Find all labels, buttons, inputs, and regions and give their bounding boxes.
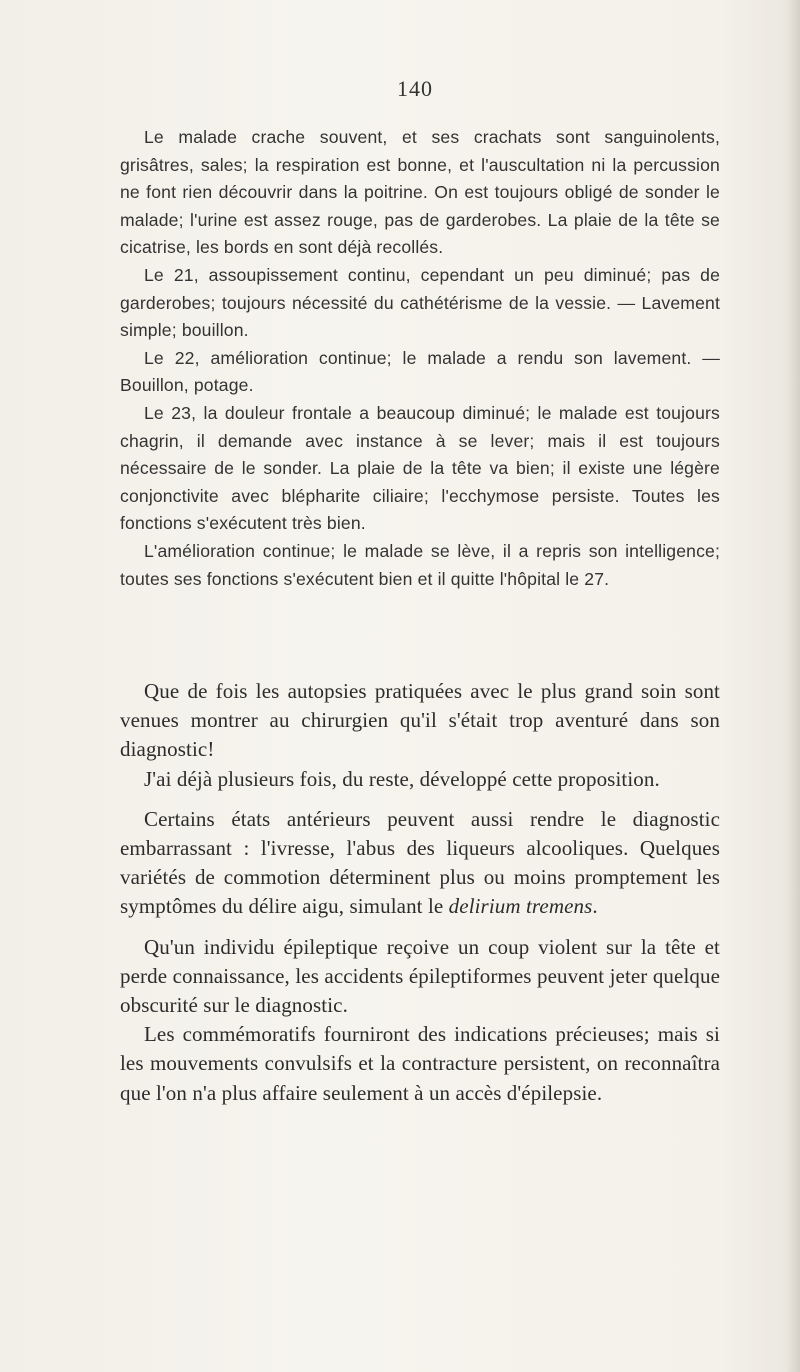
paragraph: L'amélioration continue; le malade se lève, il a repris son intelligence; toutes ses fonctions s'exécutent bien et il quitte l'hôpital le 27.	[120, 540, 720, 589]
case-notes-block	[120, 124, 720, 593]
italic-term: delirium tremens	[448, 894, 593, 919]
commentary-block	[120, 677, 720, 1108]
page-number: 140	[397, 76, 433, 101]
paragraph: J'ai déjà plusieurs fois, du reste, développé cette proposition.	[144, 766, 660, 791]
paragraph: Que de fois les autopsies pratiquées avec le plus grand soin sont venues montrer au chirurgien qu'il s'était trop aventuré dans son diagnostic!	[120, 679, 720, 762]
paragraph: Le malade crache souvent, et ses crachats sont sanguinolents, grisâtres, sales; la respiration est bonne, et l'auscultation ni la percussion ne font rien découvrir dans la poitrine. On est toujours obligé de sonder le malade; l'urine est assez rouge, pas de garderobes. La plaie de la tête se cicatrise, les bords en sont déjà recollés.	[120, 127, 720, 258]
paragraph: Le 23, la douleur frontale a beaucoup diminué; le malade est toujours chagrin, il demande avec instance à se lever; mais il est toujours nécessaire de le sonder. La plaie de la tête va bien; il existe une légère conjonctivite avec blépharite ciliaire; l'ecchymose persiste. Toutes les fonctions s'exécutent très bien.	[120, 402, 720, 534]
paragraph: Le 22, amélioration continue; le malade a rendu son lavement. — Bouillon, potage.	[120, 347, 720, 396]
page-edge-shadow	[786, 0, 800, 1372]
paragraph: Les commémoratifs fourniront des indications précieuses; mais si les mouvements convulsifs et la contracture persistent, on reconnaîtra que l'on n'a plus affaire seulement à un accès d'épilepsie.	[120, 1022, 720, 1105]
paragraph: Le 21, assoupissement continu, cependant un peu diminué; pas de garderobes; toujours nécessité du cathétérisme de la vessie. — Lavement simple; bouillon.	[120, 264, 720, 341]
paragraph: Qu'un individu épileptique reçoive un coup violent sur la tête et perde connaissance, les accidents épileptiformes peuvent jeter quelque obscurité sur le diagnostic.	[120, 934, 720, 1018]
paragraph	[120, 805, 720, 922]
paragraph-text: Certains états antérieurs peuvent aussi rendre le diagnostic embarrassant : l'ivresse, l'abus des liqueurs alcooliques. Quelques variétés de commotion déterminent plus ou moins promptement les symptômes du délire aigu, simulant le	[120, 806, 720, 919]
paragraph-text: .	[592, 894, 598, 919]
